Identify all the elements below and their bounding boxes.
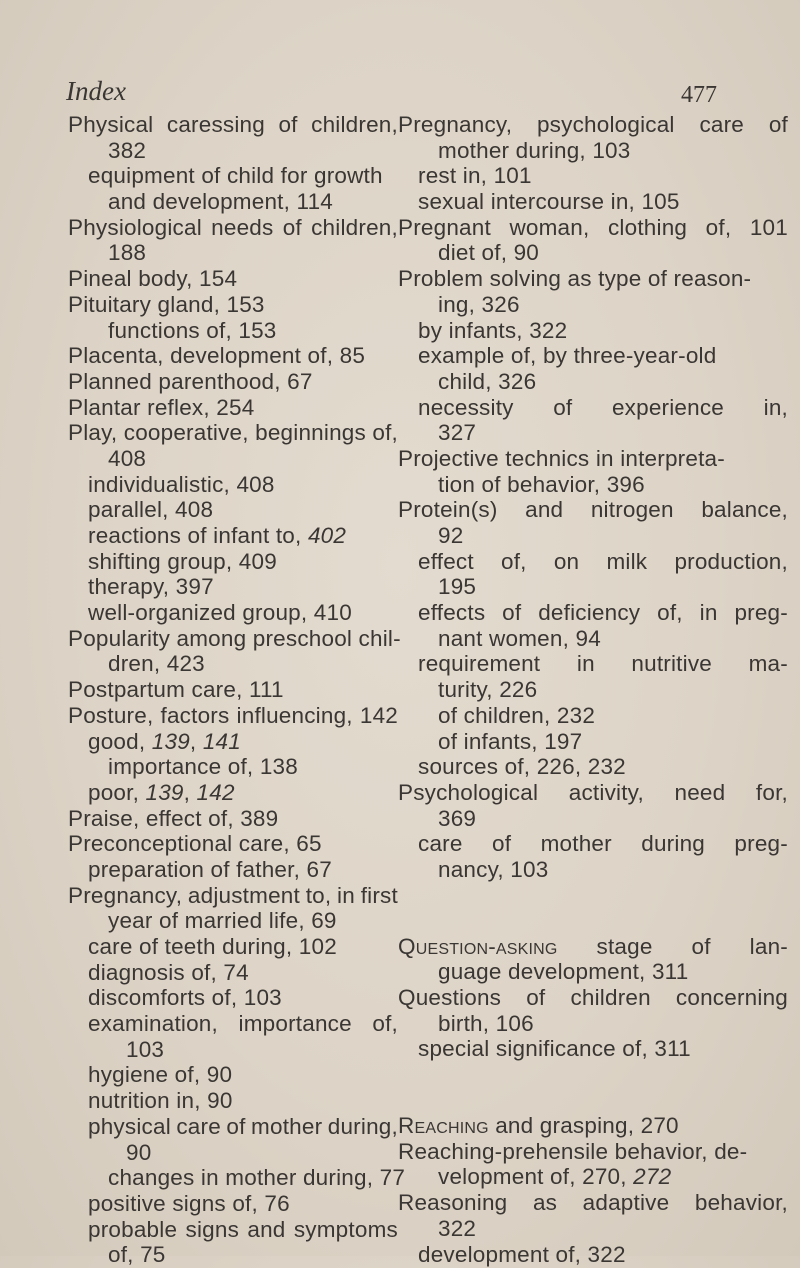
index-subentry: nant women, 94 (438, 625, 601, 651)
index-entry: Reasoning as adaptive behavior, (398, 1190, 788, 1216)
index-subentry: parallel, 408 (88, 497, 214, 523)
index-subentry: year of married life, 69 (108, 908, 337, 934)
index-subentry: probable signs and symptoms (88, 1216, 398, 1242)
index-entry: Play, cooperative, beginnings of, (68, 420, 398, 446)
index-subentry: diagnosis of, 74 (88, 959, 249, 985)
index-subentry: of children, 232 (438, 702, 596, 728)
index-subentry: child, 326 (438, 368, 537, 394)
index-subentry: development of, 322 (418, 1241, 626, 1267)
index-subentry: requirement in nutritive ma- (418, 651, 788, 677)
running-head: Index (66, 76, 126, 106)
index-entry: Physiological needs of children, (68, 214, 398, 240)
index-entry: Praise, effect of, 389 (68, 805, 279, 831)
index-subentry: rest in, 101 (418, 163, 532, 189)
index-subentry: of, 75 (108, 1242, 166, 1268)
index-subentry: effects of deficiency of, in preg- (418, 600, 788, 626)
index-entry: Pregnant woman, clothing of, 101 (398, 214, 788, 240)
index-subentry: and development, 114 (108, 189, 334, 215)
index-subentry: effect of, on milk production, (418, 548, 788, 574)
index-subentry: birth, 106 (438, 1010, 534, 1036)
index-entry: Popularity among preschool chil- (68, 625, 401, 651)
index-subentry: 92 (438, 523, 464, 548)
index-subentry: importance of, 138 (108, 754, 298, 780)
index-entry: Planned parenthood, 67 (68, 368, 313, 394)
index-entry: Posture, factors influencing, 142 (68, 702, 398, 728)
letter-gap (398, 1062, 788, 1113)
index-entry: Problem solving as type of reason- (398, 266, 752, 292)
index-subentry: by infants, 322 (418, 317, 568, 343)
index-subentry: reactions of infant to, 402 (88, 523, 347, 548)
index-subentry: diet of, 90 (438, 240, 540, 266)
index-subentry: 188 (108, 240, 147, 266)
index-subentry: sources of, 226, 232 (418, 754, 626, 780)
index-subentry: guage development, 311 (438, 959, 689, 985)
index-entry: Physical caressing of children, (68, 112, 398, 137)
index-subentry: well-organized group, 410 (88, 600, 352, 626)
index-subentry: 382 (108, 137, 147, 163)
index-subentry: dren, 423 (108, 651, 205, 677)
index-entry: Pituitary gland, 153 (68, 291, 265, 317)
index-subentry: good, 139, 141 (88, 728, 241, 754)
index-subentry: poor, 139, 142 (88, 779, 235, 805)
index-subentry: nutrition in, 90 (88, 1088, 233, 1114)
index-subentry: 103 (126, 1036, 165, 1062)
index-entry: Reaching and grasping, 270 (398, 1113, 679, 1139)
index-subentry: mother during, 103 (438, 137, 631, 163)
index-subentry: 322 (438, 1215, 477, 1241)
index-subentry: special significance of, 311 (418, 1036, 691, 1062)
index-subentry: turity, 226 (438, 677, 538, 703)
index-entry: Protein(s) and nitrogen balance, (398, 497, 788, 523)
index-subentry: shifting group, 409 (88, 548, 277, 574)
index-subentry: 369 (438, 805, 477, 831)
index-subentry: individualistic, 408 (88, 471, 275, 497)
index-entry: Pineal body, 154 (68, 266, 238, 292)
index-subentry: changes in mother during, 77 (108, 1165, 406, 1191)
index-subentry: tion of behavior, 396 (438, 471, 645, 497)
index-entry: Postpartum care, 111 (68, 677, 284, 703)
index-entry: Placenta, development of, 85 (68, 343, 366, 369)
index-subentry: therapy, 397 (88, 574, 214, 600)
index-subentry: example of, by three-year-old (418, 343, 717, 369)
index-subentry: velopment of, 270, 272 (438, 1164, 672, 1190)
index-subentry: nancy, 103 (438, 856, 549, 882)
letter-gap (398, 883, 788, 934)
index-entry: Plantar reflex, 254 (68, 394, 255, 420)
index-subentry: positive signs of, 76 (88, 1190, 290, 1216)
index-subentry: care of mother during preg- (418, 831, 788, 857)
index-subentry: equipment of child for growth (88, 163, 383, 189)
page-number: 477 (681, 82, 717, 108)
index-subentry: physical care of mother during, (88, 1113, 398, 1139)
index-column-left (68, 112, 406, 1268)
index-subentry: ing, 326 (438, 291, 520, 317)
index-entry: Question-asking stage of lan- (398, 933, 788, 959)
index-subentry: 195 (438, 574, 477, 600)
index-entry: Projective technics in interpreta- (398, 445, 725, 471)
index-column-right (398, 112, 788, 1267)
index-entry: Questions of children concerning (398, 985, 788, 1010)
index-subentry: 327 (438, 420, 477, 446)
index-entry: Pregnancy, adjustment to, in first (68, 882, 398, 908)
index-subentry: sexual intercourse in, 105 (418, 189, 680, 215)
index-subentry: 90 (126, 1139, 152, 1165)
index-entry: Preconceptional care, 65 (68, 831, 322, 857)
index-subentry: functions of, 153 (108, 317, 277, 343)
index-subentry: examination, importance of, (88, 1011, 398, 1037)
index-subentry: necessity of experience in, (418, 394, 788, 420)
index-subentry: hygiene of, 90 (88, 1062, 233, 1088)
index-entry: Pregnancy, psychological care of (398, 112, 788, 137)
index-entry: Reaching-prehensile behavior, de- (398, 1138, 748, 1164)
index-entry: Psychological activity, need for, (398, 779, 788, 805)
index-subentry: of infants, 197 (438, 728, 583, 754)
index-subentry: discomforts of, 103 (88, 985, 282, 1011)
index-subentry: preparation of father, 67 (88, 856, 332, 882)
index-subentry: 408 (108, 445, 147, 471)
index-subentry: care of teeth during, 102 (88, 934, 337, 959)
